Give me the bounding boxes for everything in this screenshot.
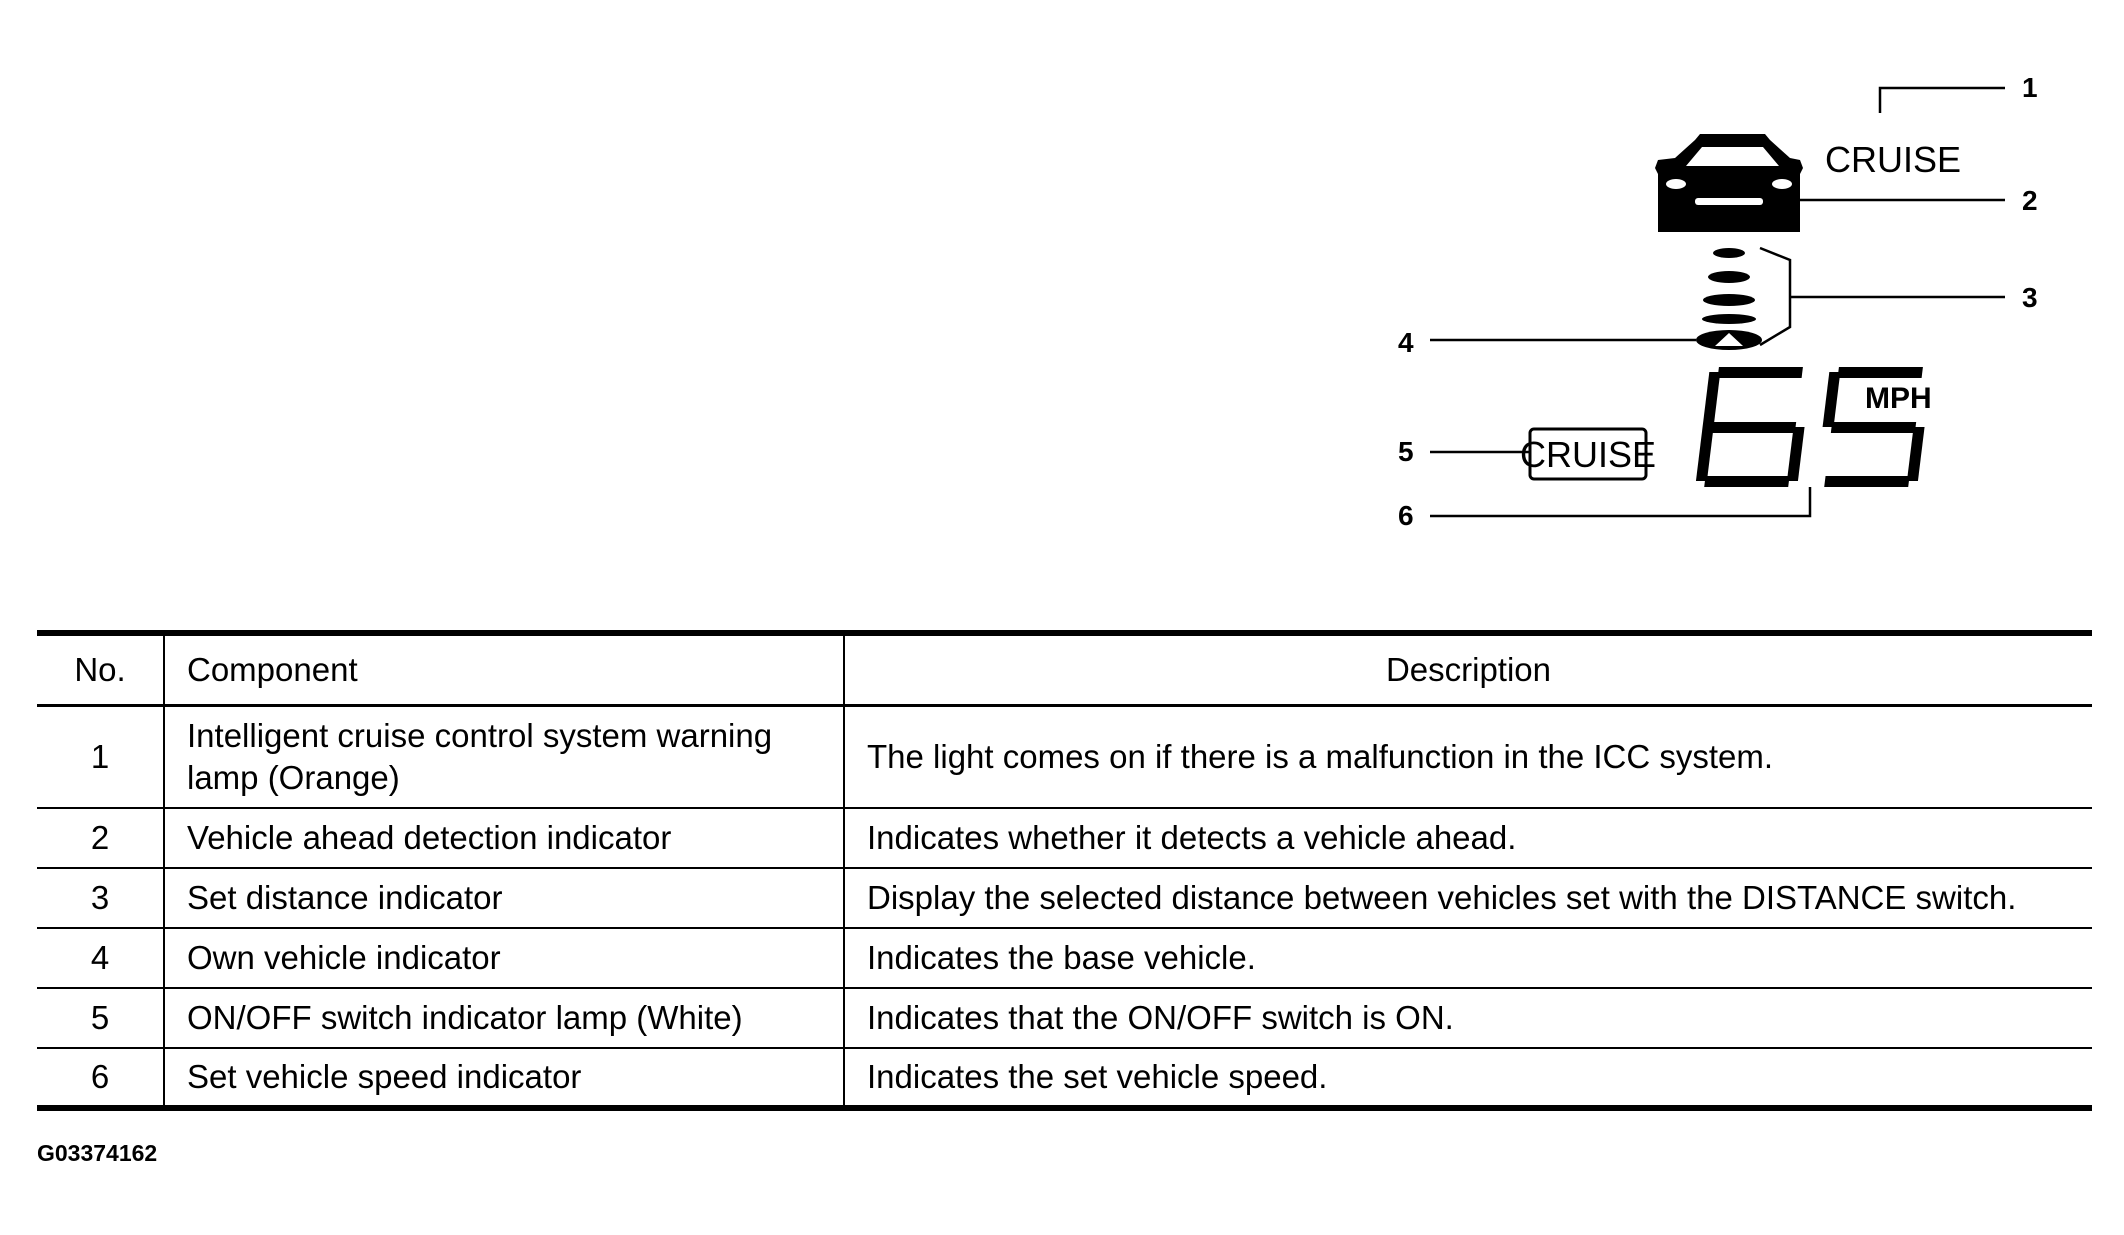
own-vehicle-indicator-icon	[1696, 330, 1762, 350]
header-component: Component	[164, 633, 844, 706]
cruise-warning-lamp-text: CRUISE	[1825, 139, 1962, 180]
row-description: Indicates the set vehicle speed.	[844, 1048, 2092, 1108]
row-component: Set distance indicator	[164, 868, 844, 928]
row-no: 5	[37, 988, 164, 1048]
row-component: Vehicle ahead detection indicator	[164, 808, 844, 868]
callout-number-3: 3	[2022, 282, 2038, 313]
component-table	[37, 630, 2092, 1111]
row-component: Own vehicle indicator	[164, 928, 844, 988]
row-no: 6	[90, 1057, 110, 1095]
callout-number-5: 5	[1398, 436, 1414, 467]
set-distance-bars-icon	[1702, 248, 1756, 324]
vehicle-ahead-car-icon	[1655, 134, 1803, 232]
header-description: Description	[844, 633, 2092, 706]
table-row	[37, 808, 2092, 868]
table-row	[37, 868, 2092, 928]
callout-6	[1398, 487, 1810, 531]
row-description: Indicates the base vehicle.	[844, 928, 2092, 988]
row-description: Indicates that the ON/OFF switch is ON.	[844, 988, 2092, 1048]
row-no: 3	[37, 868, 164, 928]
table-row	[37, 988, 2092, 1048]
row-description: The light comes on if there is a malfunction in the ICC system.	[844, 706, 2092, 808]
row-component: Intelligent cruise control system warning lamp (Orange)	[164, 706, 844, 808]
row-no: 4	[37, 928, 164, 988]
callout-4	[1398, 327, 1696, 358]
callout-1	[1880, 72, 2038, 113]
on-off-lamp-text: CRUISE	[1519, 434, 1657, 475]
row-component: ON/OFF switch indicator lamp (White)	[164, 988, 844, 1048]
callout-number-2: 2	[2022, 185, 2038, 216]
row-no: 2	[37, 808, 164, 868]
callout-3	[1760, 248, 2038, 345]
callout-5	[1398, 436, 1530, 467]
figure-id: G03374162	[37, 1140, 158, 1166]
header-no: No.	[37, 633, 164, 706]
row-description: Display the selected distance between vehicles set with the DISTANCE switch.	[844, 868, 2092, 928]
table-row	[37, 1048, 2092, 1108]
callout-number-6: 6	[1398, 500, 1414, 531]
row-description: Indicates whether it detects a vehicle ahead.	[844, 808, 2092, 868]
table-row	[37, 706, 2092, 808]
on-off-indicator-lamp	[1520, 429, 1656, 479]
callout-2	[1800, 185, 2038, 216]
speed-digit-6	[1695, 367, 1812, 487]
speed-unit-label: MPH	[1865, 382, 1932, 415]
row-component: Set vehicle speed indicator	[164, 1048, 844, 1108]
table-header-row	[37, 633, 2092, 706]
row-no: 1	[37, 706, 164, 808]
callout-number-1: 1	[2022, 72, 2038, 103]
callout-number-4: 4	[1398, 327, 1414, 358]
table-row	[37, 928, 2092, 988]
